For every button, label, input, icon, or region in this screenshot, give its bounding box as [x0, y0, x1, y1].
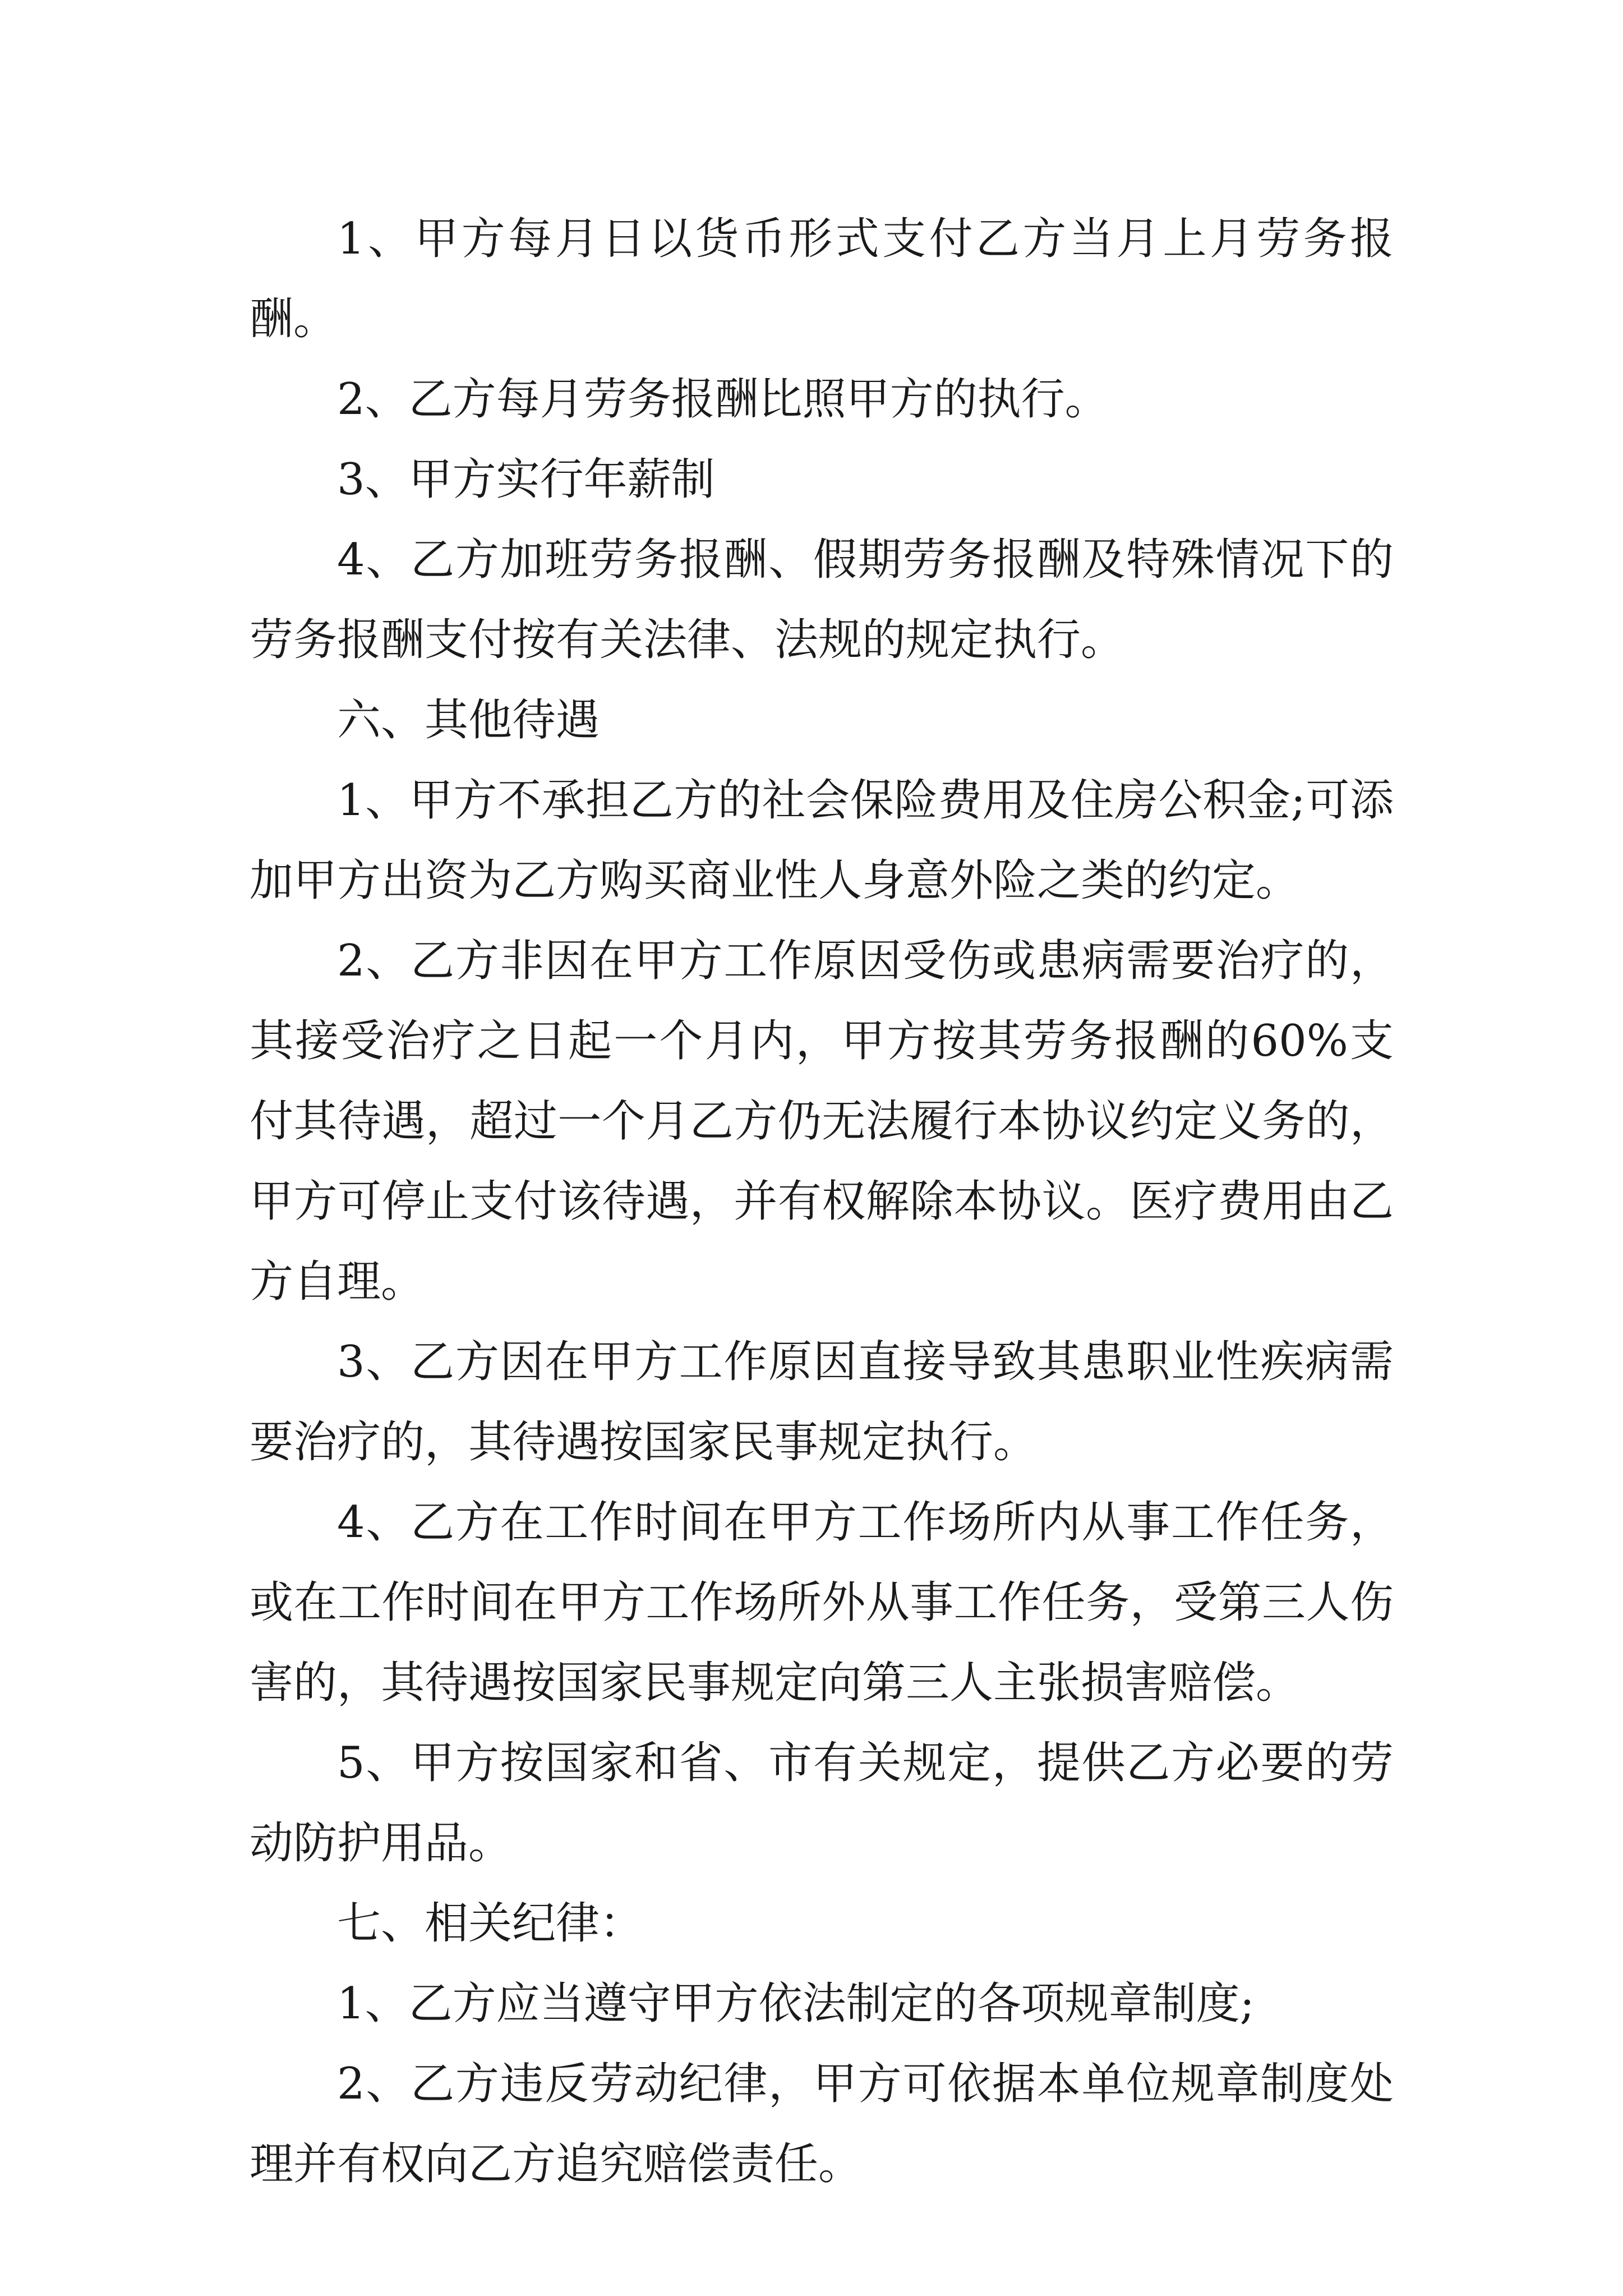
document-body	[250, 199, 1394, 2205]
paragraph-payment-date: 1、甲方每月日以货币形式支付乙方当月上月劳务报酬。	[250, 214, 1394, 344]
paragraph-annual-salary: 3、甲方实行年薪制	[337, 454, 715, 505]
paragraph-monthly-reference: 2、乙方每月劳务报酬比照甲方的执行。	[337, 374, 1109, 425]
section-heading-discipline: 七、相关纪律：	[337, 1898, 644, 1949]
paragraph-non-work-injury: 2、乙方非因在甲方工作原因受伤或患病需要治疗的，其接受治疗之日起一个月内，甲方按其劳务报酬的60%支付其待遇，超过一个月乙方仍无法履行本协议约定义务的，甲方可停止支付该待遇，并有权解除本协议。医疗费用由乙方自理。	[250, 936, 1394, 1307]
paragraph-rules-compliance: 1、乙方应当遵守甲方依法制定的各项规章制度;	[337, 1978, 1255, 2029]
paragraph-overtime-pay: 4、乙方加班劳务报酬、假期劳务报酬及特殊情况下的劳务报酬支付按有关法律、法规的规定执行。	[250, 535, 1394, 665]
paragraph-third-party-injury: 4、乙方在工作时间在甲方工作场所内从事工作任务，或在工作时间在甲方工作场所外从事工作任务，受第三人伤害的，其待遇按国家民事规定向第三人主张损害赔偿。	[250, 1497, 1394, 1708]
paragraph-social-insurance: 1、甲方不承担乙方的社会保险费用及住房公积金;可添加甲方出资为乙方购买商业性人身意外险之类的约定。	[250, 775, 1394, 906]
section-heading-other-benefits: 六、其他待遇	[337, 695, 600, 746]
paragraph-protective-equipment: 5、甲方按国家和省、市有关规定，提供乙方必要的劳动防护用品。	[250, 1738, 1394, 1869]
paragraph-occupational-disease: 3、乙方因在甲方工作原因直接导致其患职业性疾病需要治疗的，其待遇按国家民事规定执行。	[250, 1337, 1394, 1467]
paragraph-discipline-violation: 2、乙方违反劳动纪律，甲方可依据本单位规章制度处理并有权向乙方追究赔偿责任。	[250, 2059, 1394, 2189]
